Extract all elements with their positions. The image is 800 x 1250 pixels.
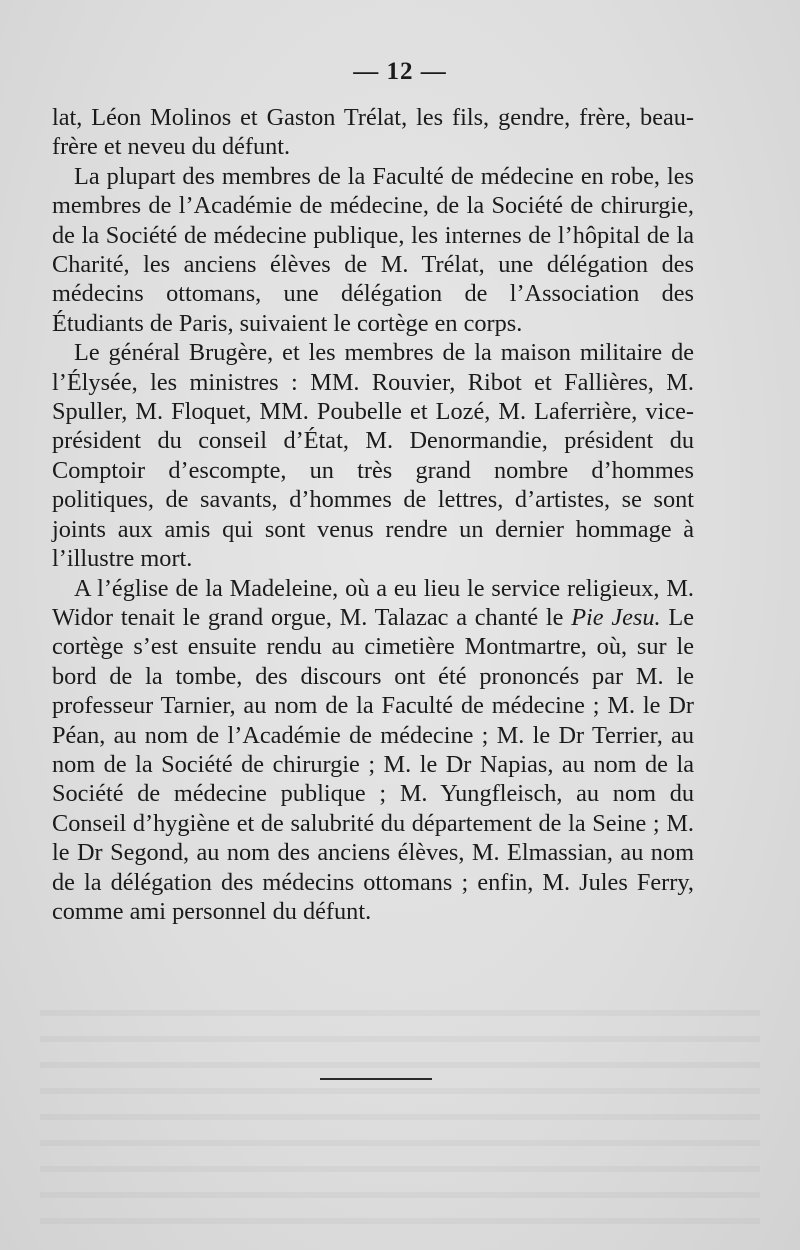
paragraph-2: La plupart des membres de la Faculté de médecine en robe, les membres de l’Académie de médecine, de la Société de chirurgie, de la Société de médecine publique, les internes de l’hôpital de la Charité, les anciens élèves de M. Trélat, une délégation des médecins ottomans, une délégation de l’Association des Étudiants de Paris, suivaient le cortège en corps. — [52, 162, 694, 337]
paragraph-4-end: Le cortège s’est ensuite rendu au cimetière Montmartre, où, sur le bord de la tombe, des discours ont été prononcés par M. le professeur Tarnier, au nom de la Faculté de médecine ; M. le Dr Péan, au nom de l’Académie de médecine ; M. le Dr Terrier, au nom de la Société de chirurgie ; M. le Dr Napias, au nom de la Société de médecine publique ; M. Yungfleisch, au nom du Conseil d’hygiène et de salubrité du département de la Seine ; M. le Dr Segond, au nom des anciens élèves, M. Elmassian, au nom de la délégation des médecins ottomans ; enfin, M. Jules Ferry, comme ami personnel du défunt. — [52, 603, 694, 925]
paragraph-4-start: A l’église de la Madeleine, où a eu lieu le service religieux, M. Widor tenait le grand orgue, M. Talazac a chanté le — [52, 574, 694, 631]
show-through-text — [40, 990, 760, 1230]
end-rule — [320, 1078, 432, 1080]
paragraph-4-italic: Pie Jesu. — [571, 603, 661, 631]
body-text — [52, 103, 694, 926]
paragraph-4 — [52, 574, 694, 927]
paragraph-3: Le général Brugère, et les membres de la maison militaire de l’Élysée, les ministres : MM. Rouvier, Ribot et Fallières, M. Spuller, M. Floquet, MM. Poubelle et Lozé, M. Laferrière, vice-président du conseil d’État, M. Denormandie, président du Comptoir d’escompte, un très grand nombre d’hommes politiques, de savants, d’hommes de lettres, d’artistes, se sont joints aux amis qui sont venus rendre un dernier hommage à l’illustre mort. — [52, 339, 694, 573]
page-number: — 12 — — [353, 58, 447, 85]
paragraph-1: lat, Léon Molinos et Gaston Trélat, les fils, gendre, frère, beau-frère et neveu du défunt. — [52, 104, 694, 161]
